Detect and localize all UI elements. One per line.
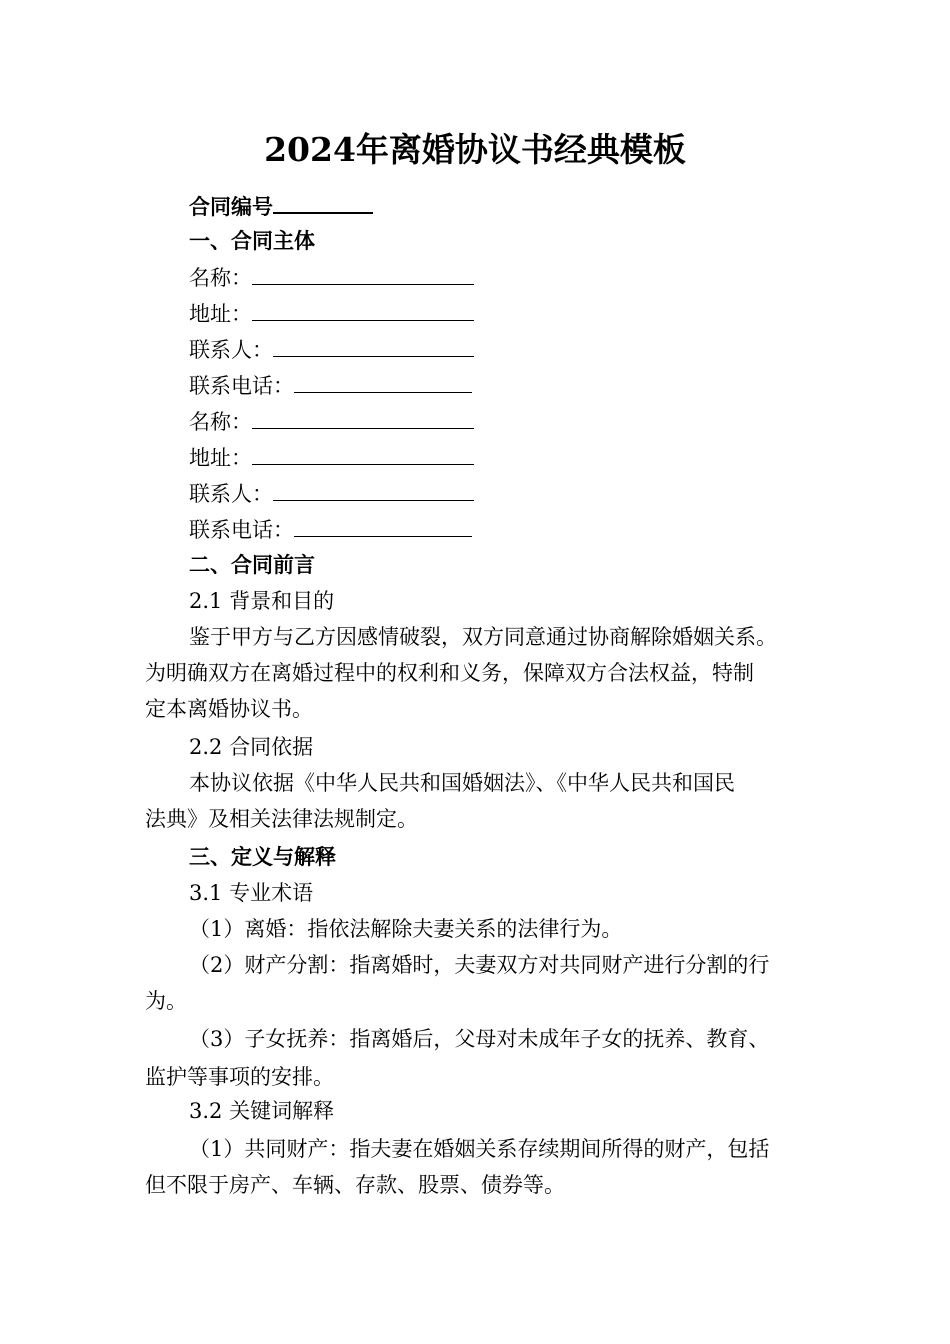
section-3-1-heading: 3.1 专业术语 — [189, 881, 314, 905]
section-2-2-heading: 2.2 合同依据 — [189, 735, 314, 759]
term-2-line-1: （2）财产分割：指离婚时，夫妻双方对共同财产进行分割的行 — [189, 953, 770, 977]
party-b-contact-line — [189, 478, 474, 509]
party-a-name-line — [189, 262, 474, 293]
section-2-1-text-line-2: 为明确双方在离婚过程中的权利和义务，保障双方合法权益，特制 — [145, 661, 754, 685]
party-a-name-blank — [252, 262, 474, 285]
section-2-1-text-line-1: 鉴于甲方与乙方因感情破裂，双方同意通过协商解除婚姻关系。 — [189, 625, 777, 649]
section-2-heading: 二、合同前言 — [189, 552, 315, 577]
party-b-phone-label: 联系电话： — [189, 518, 294, 542]
key-term-1-line-1: （1）共同财产：指夫妻在婚姻关系存续期间所得的财产，包括 — [189, 1137, 770, 1161]
section-2-2-text-line-1: 本协议依据《中华人民共和国婚姻法》、《中华人民共和国民 — [189, 771, 735, 795]
party-b-contact-blank — [273, 478, 474, 501]
party-b-address-line — [189, 442, 474, 473]
section-2-1-heading: 2.1 背景和目的 — [189, 589, 335, 613]
term-2-line-2: 为。 — [145, 989, 187, 1013]
party-a-address-line — [189, 298, 474, 329]
section-1-heading: 一、合同主体 — [189, 228, 315, 253]
party-a-contact-label: 联系人： — [189, 338, 273, 362]
party-b-phone-blank — [294, 514, 472, 537]
party-b-address-label: 地址： — [189, 446, 252, 470]
contract-number-line — [189, 190, 373, 222]
party-a-address-label: 地址： — [189, 302, 252, 326]
party-b-phone-line — [189, 514, 472, 545]
section-3-2-heading: 3.2 关键词解释 — [189, 1099, 335, 1123]
party-b-name-blank — [252, 406, 474, 429]
party-a-phone-label: 联系电话： — [189, 374, 294, 398]
party-a-name-label: 名称： — [189, 266, 252, 290]
term-1-line: （1）离婚：指依法解除夫妻关系的法律行为。 — [189, 917, 623, 941]
party-a-phone-line — [189, 370, 472, 401]
term-3-line-1: （3）子女抚养：指离婚后，父母对未成年子女的抚养、教育、 — [189, 1027, 770, 1051]
party-a-phone-blank — [294, 370, 472, 393]
party-a-address-blank — [252, 298, 474, 321]
section-2-1-text-line-3: 定本离婚协议书。 — [145, 697, 313, 721]
section-3-heading: 三、定义与解释 — [189, 844, 336, 869]
contract-number-blank — [273, 190, 373, 214]
party-b-name-label: 名称： — [189, 410, 252, 434]
term-3-line-2: 监护等事项的安排。 — [145, 1065, 334, 1089]
section-2-2-text-line-2: 法典》及相关法律法规制定。 — [145, 807, 418, 831]
party-b-name-line — [189, 406, 474, 437]
party-a-contact-blank — [273, 334, 474, 357]
party-b-address-blank — [252, 442, 474, 465]
party-b-contact-label: 联系人： — [189, 482, 273, 506]
party-a-contact-line — [189, 334, 474, 365]
key-term-1-line-2: 但不限于房产、车辆、存款、股票、债券等。 — [145, 1173, 565, 1197]
document-title: 2024年离婚协议书经典模板 — [264, 130, 686, 169]
contract-number-label: 合同编号 — [189, 194, 273, 219]
